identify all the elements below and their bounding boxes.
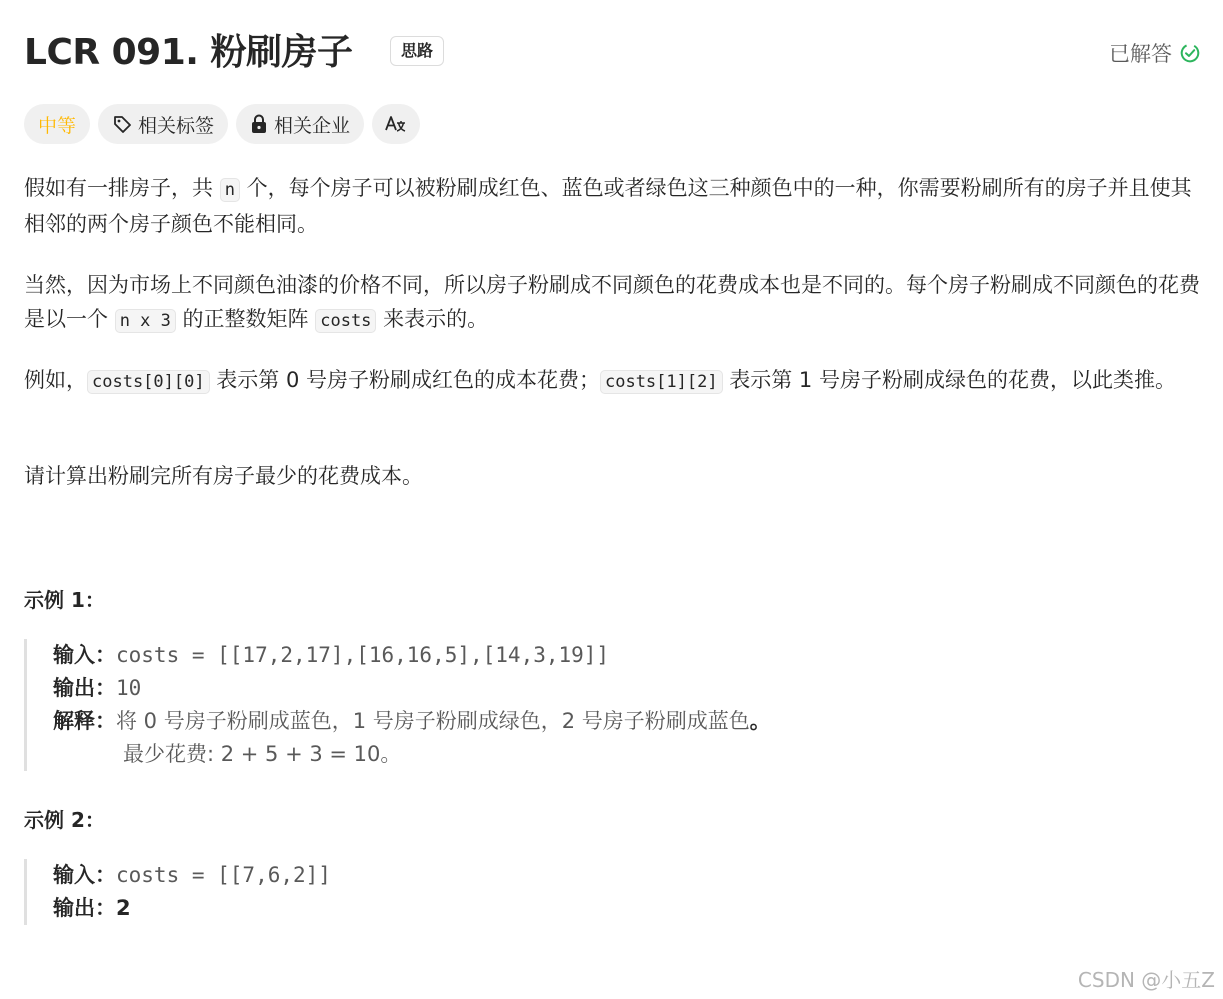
description-paragraph-2: 当然，因为市场上不同颜色油漆的价格不同，所以房子粉刷成不同颜色的花费成本也是不同的。每个房子粉刷成不同颜色的花费是以一个 n x 3 的正整数矩阵 costs 来表示的。 (24, 273, 1200, 331)
related-companies-button[interactable] (236, 104, 364, 144)
description-paragraph-3: 例如， costs[0][0] 表示第 0 号房子粉刷成红色的成本花费； costs[1][2] 表示第 1 号房子粉刷成绿色的花费，以此类推。 (24, 368, 1176, 392)
inline-code: n (220, 178, 240, 202)
translate-button[interactable] (372, 104, 420, 144)
description-paragraph-1: 假如有一排房子，共 n 个，每个房子可以被粉刷成红色、蓝色或者绿色这三种颜色中的一种，你需要粉刷所有的房子并且使其相邻的两个房子颜色不能相同。 (24, 176, 1192, 236)
example-1-input: 输入：costs = [[17,2,17],[16,16,5],[14,3,19]] (53, 643, 610, 667)
inline-code: costs (315, 309, 376, 333)
hint-button[interactable]: 思路 (390, 36, 444, 66)
inline-code: costs[1][2] (600, 370, 723, 394)
inline-code: n x 3 (115, 309, 176, 333)
solved-label: 已解答 (1109, 42, 1172, 66)
example-1-output: 输出：10 (53, 676, 142, 700)
example-1-explanation-cont: 最少花费: 2 + 5 + 3 = 10。 (123, 742, 402, 766)
inline-code: costs[0][0] (87, 370, 210, 394)
watermark: CSDN @小五Z (1077, 968, 1215, 992)
related-tags-label: 相关标签 (138, 114, 215, 137)
title-row (24, 30, 1200, 76)
solved-status (1109, 38, 1200, 68)
example-1-block (24, 639, 1024, 771)
check-circle-icon (1180, 43, 1200, 63)
related-tags-button[interactable] (98, 104, 228, 144)
lock-icon (250, 114, 268, 134)
description-paragraph-4: 请计算出粉刷完所有房子最少的花费成本。 (24, 464, 423, 488)
tag-bar (24, 104, 420, 144)
difficulty-badge: 中等 (24, 104, 90, 144)
example-2-input: 输入：costs = [[7,6,2]] (53, 863, 331, 887)
example-2-title: 示例 2： (24, 808, 105, 832)
example-1-explanation: 解释：将 0 号房子粉刷成蓝色，1 号房子粉刷成绿色，2 号房子粉刷成蓝色。 (53, 709, 771, 733)
problem-title: LCR 091. 粉刷房子 (24, 32, 353, 73)
example-1-title: 示例 1： (24, 588, 105, 612)
translate-icon (384, 113, 408, 135)
example-2-block (24, 859, 1024, 925)
related-companies-label: 相关企业 (274, 114, 351, 137)
example-2-output: 输出：2 (53, 896, 131, 920)
tag-icon (112, 114, 132, 134)
